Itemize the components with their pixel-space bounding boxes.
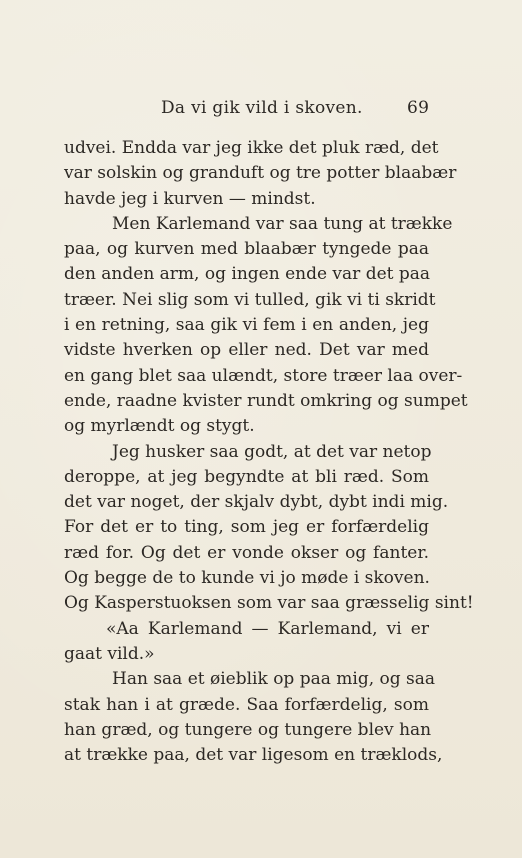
text-line: gaat vild.» bbox=[64, 643, 155, 664]
text-line: og myrlændt og stygt. bbox=[64, 416, 255, 437]
running-title: Da vi gik vild i skoven. bbox=[161, 98, 363, 118]
text-line: den anden arm, og ingen ende var det paa bbox=[64, 264, 431, 285]
text-line: Men Karlemand var saa tung at trække bbox=[112, 213, 453, 234]
text-line: For det er to ting, som jeg er forfærdelig bbox=[64, 517, 429, 538]
body-text bbox=[64, 136, 474, 768]
text-line: vidste hverken op eller ned. Det var med bbox=[64, 340, 429, 361]
text-line: deroppe, at jeg begyndte at bli ræd. Som bbox=[64, 466, 429, 487]
text-line: udvei. Endda var jeg ikke det pluk ræd, det bbox=[64, 138, 439, 158]
text-line: træer. Nei slig som vi tulled, gik vi ti skridt bbox=[64, 289, 436, 310]
text-line: Og Kasperstuoksen som var saa græsselig sint! bbox=[64, 593, 474, 614]
text-line: Og begge de to kunde vi jo møde i skoven. bbox=[64, 568, 430, 589]
text-line: i en retning, saa gik vi fem i en anden, jeg bbox=[64, 315, 429, 336]
text-line: stak han i at græde. Saa forfærdelig, som bbox=[64, 694, 429, 715]
text-line: Jeg husker saa godt, at det var netop bbox=[112, 441, 432, 462]
text-line: at trække paa, det var ligesom en træklods, bbox=[64, 745, 443, 766]
text-line: ende, raadne kvister rundt omkring og sumpet bbox=[64, 390, 468, 411]
text-line: paa, og kurven med blaabær tyngede paa bbox=[64, 239, 429, 260]
text-line: «Aa Karlemand — Karlemand, vi er bbox=[106, 618, 429, 639]
text-line: var solskin og granduft og tre potter blaabær bbox=[64, 163, 457, 184]
text-line: en gang blet saa ulændt, store træer laa over- bbox=[64, 365, 463, 386]
text-line: det var noget, der skjalv dybt, dybt indi mig. bbox=[64, 492, 449, 513]
page-header bbox=[0, 98, 522, 122]
page-number: 69 bbox=[407, 98, 430, 118]
text-line: havde jeg i kurven — mindst. bbox=[64, 188, 316, 209]
text-line: Han saa et øieblik op paa mig, og saa bbox=[112, 669, 436, 690]
text-line: han græd, og tungere og tungere blev han bbox=[64, 719, 432, 740]
text-line: ræd for. Og det er vonde okser og fanter. bbox=[64, 542, 429, 563]
